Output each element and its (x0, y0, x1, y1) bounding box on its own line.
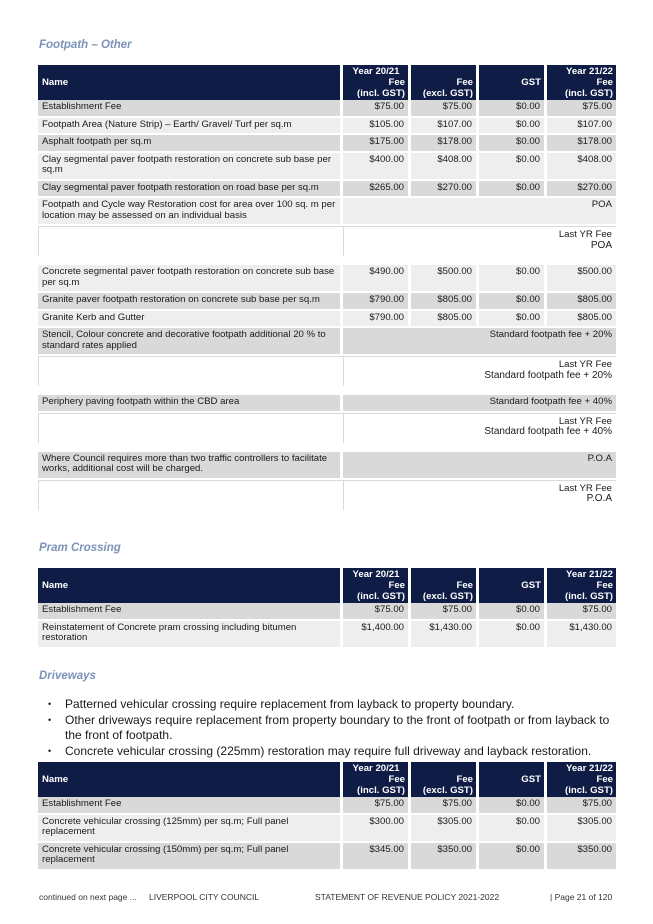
fee-name: Footpath and Cycle way Restoration cost for area over 100 sq. m per location may be assessed on an individual basis (38, 198, 343, 226)
fee-gst: $0.00 (479, 815, 547, 843)
footer-continued: continued on next page ... (39, 892, 137, 902)
fee-excl: $805.00 (411, 311, 479, 329)
fee-y20: $790.00 (343, 311, 411, 329)
table-header-row (38, 568, 616, 603)
fee-incl: $805.00 (547, 293, 616, 311)
driveways-fee-table (38, 762, 616, 871)
fee-gst: $0.00 (479, 265, 547, 293)
section-title-pram: Pram Crossing (39, 542, 121, 554)
fee-excl: $270.00 (411, 181, 479, 199)
fee-incl: $107.00 (547, 118, 616, 136)
fee-y20: $75.00 (343, 100, 411, 118)
fee-excl: $500.00 (411, 265, 479, 293)
footer-council: LIVERPOOL CITY COUNCIL (149, 892, 260, 902)
last-year-fee: Last YR Fee Standard footpath fee + 40% (343, 413, 616, 444)
table-row (38, 621, 616, 649)
fee-span-value: Standard footpath fee + 20% (343, 328, 616, 356)
fee-name: Concrete vehicular crossing (150mm) per sq.m; Full panel replacement (38, 843, 343, 871)
fee-span-value: Standard footpath fee + 40% (343, 395, 616, 413)
fee-y20: $345.00 (343, 843, 411, 871)
fee-name: Establishment Fee (38, 797, 343, 815)
list-item: • Patterned vehicular crossing require replacement from layback to property boundary. (48, 697, 515, 711)
last-year-fee: Last YR Fee Standard footpath fee + 20% (343, 356, 616, 387)
header-fee-excl: Fee (excl. GST) (411, 568, 479, 603)
last-year-row (38, 356, 616, 387)
header-name: Name (38, 65, 343, 100)
fee-excl: $408.00 (411, 153, 479, 181)
fee-gst: $0.00 (479, 843, 547, 871)
fee-incl: $500.00 (547, 265, 616, 293)
fee-gst: $0.00 (479, 293, 547, 311)
fee-y20: $75.00 (343, 797, 411, 815)
fee-name: Asphalt footpath per sq.m (38, 135, 343, 153)
list-item: • Other driveways require replacement from property boundary to the front of footpath or from layback to the front of footpath. (48, 713, 610, 742)
fee-excl: $305.00 (411, 815, 479, 843)
table-header-row (38, 65, 616, 100)
fee-incl: $408.00 (547, 153, 616, 181)
year-2021-label: Year 20/21 (352, 66, 400, 77)
fee-name: Establishment Fee (38, 603, 343, 621)
header-name: Name (38, 568, 343, 603)
fee-name: Footpath Area (Nature Strip) – Earth/ Gravel/ Turf per sq.m (38, 118, 343, 136)
table-row (38, 198, 616, 226)
fee-gst: $0.00 (479, 621, 547, 649)
table-row (38, 118, 616, 136)
fee-name: Periphery paving footpath within the CBD area (38, 395, 343, 413)
last-year-row (38, 480, 616, 511)
fee-y20: $300.00 (343, 815, 411, 843)
fee-y20: $1,400.00 (343, 621, 411, 649)
header-year-2021: Year 20/21 Fee (incl. GST) (343, 568, 411, 603)
fee-y20: $105.00 (343, 118, 411, 136)
table-row (38, 293, 616, 311)
fee-gst: $0.00 (479, 153, 547, 181)
last-year-row (38, 413, 616, 444)
fee-y20: $490.00 (343, 265, 411, 293)
fee-y20: $790.00 (343, 293, 411, 311)
fee-name: Concrete vehicular crossing (125mm) per sq.m; Full panel replacement (38, 815, 343, 843)
header-year-2021: Year 20/21 Fee (incl. GST) (343, 65, 411, 100)
fee-name: Stencil, Colour concrete and decorative footpath additional 20 % to standard rates applied (38, 328, 343, 356)
last-year-fee: Last YR Fee POA (343, 226, 616, 257)
fee-incl: $75.00 (547, 797, 616, 815)
list-item: • Concrete vehicular crossing (225mm) restoration may require full driveway and layback restoration. (48, 744, 592, 758)
section-title-driveways: Driveways (39, 670, 96, 682)
header-gst: GST (479, 65, 547, 100)
table-row (38, 181, 616, 199)
table-row (38, 311, 616, 329)
fee-excl: $805.00 (411, 293, 479, 311)
fee-incl: $75.00 (547, 603, 616, 621)
header-gst: GST (479, 568, 547, 603)
section-title-footpath: Footpath – Other (39, 39, 132, 51)
fee-gst: $0.00 (479, 181, 547, 199)
fee-y20: $400.00 (343, 153, 411, 181)
fee-name: Where Council requires more than two traffic controllers to facilitate works, additional cost will be charged. (38, 452, 343, 480)
fee-incl: $1,430.00 (547, 621, 616, 649)
fee-span-value: P.O.A (343, 452, 616, 480)
fee-incl: $305.00 (547, 815, 616, 843)
table-row (38, 153, 616, 181)
fee-name: Reinstatement of Concrete pram crossing including bitumen restoration (38, 621, 343, 649)
table-header-row (38, 762, 616, 797)
fee-incl: $178.00 (547, 135, 616, 153)
fee-name: Concrete segmental paver footpath restoration on concrete sub base per sq.m (38, 265, 343, 293)
fee-name: Establishment Fee (38, 100, 343, 118)
fee-excl: $178.00 (411, 135, 479, 153)
fee-incl: $805.00 (547, 311, 616, 329)
fee-y20: $175.00 (343, 135, 411, 153)
fee-excl: $75.00 (411, 603, 479, 621)
fee-gst: $0.00 (479, 311, 547, 329)
header-fee-excl: Fee (excl. GST) (411, 65, 479, 100)
fee-span-value: POA (343, 198, 616, 226)
fee-y20: $265.00 (343, 181, 411, 199)
header-name: Name (38, 762, 343, 797)
table-row (38, 603, 616, 621)
header-year-2122: Year 21/22 Fee (incl. GST) (547, 65, 616, 100)
fee-gst: $0.00 (479, 100, 547, 118)
footpath-fee-table (38, 65, 616, 511)
table-row (38, 843, 616, 871)
footer-page-number: | Page 21 of 120 (550, 892, 613, 902)
table-row (38, 135, 616, 153)
fee-name: Granite Kerb and Gutter (38, 311, 343, 329)
footer-doc-title: STATEMENT OF REVENUE POLICY 2021-2022 (315, 892, 500, 902)
table-row (38, 265, 616, 293)
fee-gst: $0.00 (479, 797, 547, 815)
header-year-2021: Year 20/21 Fee (incl. GST) (343, 762, 411, 797)
fee-incl: $75.00 (547, 100, 616, 118)
driveways-notes (48, 697, 623, 760)
fee-incl: $270.00 (547, 181, 616, 199)
table-row (38, 815, 616, 843)
fee-excl: $107.00 (411, 118, 479, 136)
fee-gst: $0.00 (479, 118, 547, 136)
header-gst: GST (479, 762, 547, 797)
fee-name: Granite paver footpath restoration on concrete sub base per sq.m (38, 293, 343, 311)
fee-gst: $0.00 (479, 135, 547, 153)
year-2122-label: Year 21/22 (566, 66, 613, 77)
fee-excl: $75.00 (411, 100, 479, 118)
table-row (38, 395, 616, 413)
fee-name: Clay segmental paver footpath restoration on concrete sub base per sq.m (38, 153, 343, 181)
header-year-2122: Year 21/22 Fee (incl. GST) (547, 568, 616, 603)
last-year-row (38, 226, 616, 257)
fee-gst: $0.00 (479, 603, 547, 621)
header-year-2122: Year 21/22 Fee (incl. GST) (547, 762, 616, 797)
fee-incl: $350.00 (547, 843, 616, 871)
last-year-fee: Last YR Fee P.O.A (343, 480, 616, 511)
fee-name: Clay segmental paver footpath restoration on road base per sq.m (38, 181, 343, 199)
fee-excl: $75.00 (411, 797, 479, 815)
table-row (38, 100, 616, 118)
table-row (38, 328, 616, 356)
pram-fee-table (38, 568, 616, 649)
fee-excl: $350.00 (411, 843, 479, 871)
header-fee-excl: Fee (excl. GST) (411, 762, 479, 797)
fee-y20: $75.00 (343, 603, 411, 621)
fee-excl: $1,430.00 (411, 621, 479, 649)
table-row (38, 452, 616, 480)
table-row (38, 797, 616, 815)
